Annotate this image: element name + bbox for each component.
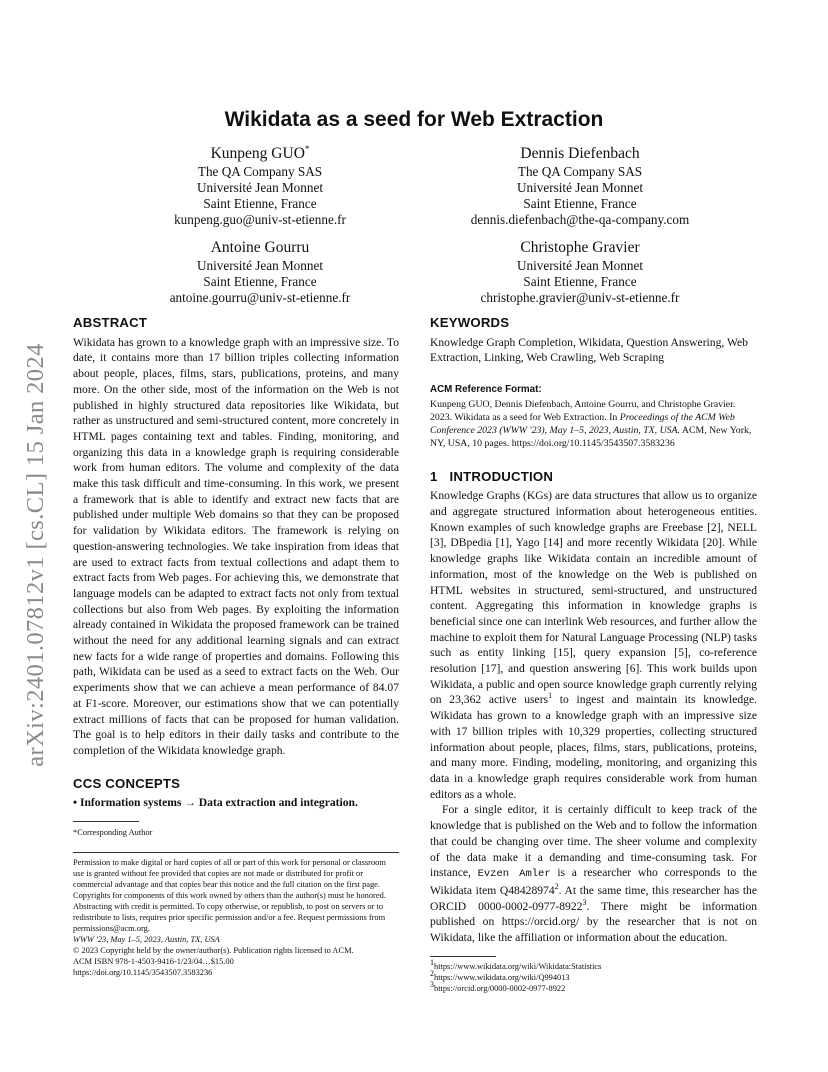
keywords-text: Knowledge Graph Completion, Wikidata, Question Answering, Web Extraction, Linking, Web Crawling, Web Scraping [430,335,748,365]
conference-venue: WWW '23, May 1–5, 2023, Austin, TX, USA [73,935,220,945]
ccs-text: • Information systems → Data extraction and integration. [73,796,358,810]
right-column [430,315,757,994]
doi-link[interactable]: https://doi.org/10.1145/3543507.3583236 [73,968,213,978]
author-affiliation: Université Jean Monnet [517,258,643,273]
author-affiliation: The QA Company SAS [197,164,323,179]
footnote-item[interactable]: $^1$https://www.wikidata.org/wiki/Wikidata:Statistics [430,957,602,971]
introduction-heading: 1 INTRODUCTION [430,468,554,484]
isbn-line: ACM ISBN 978-1-4503-9416-1/23/04…$15.00 [73,957,234,967]
author-location: Saint Etienne, France [203,196,317,211]
author-name: Antoine Gourru [210,239,310,256]
corresponding-mark: * [304,143,310,154]
author-name: Dennis Diefenbach [520,145,640,162]
footnote-rule [430,956,496,957]
author-affiliation: Université Jean Monnet [517,180,643,195]
author-email: dennis.diefenbach@the-qa-company.com [470,212,690,227]
corresponding-author-note: *Corresponding Author [73,828,153,838]
arxiv-identifier-text: arXiv:2401.07812v1 [cs.CL] 15 Jan 2024 [22,343,49,767]
author-email: kunpeng.guo@univ-st-etienne.fr [174,212,346,227]
ccs-heading: CCS CONCEPTS [73,775,181,791]
abstract-text: Wikidata has grown to a knowledge graph with an impressive size. To date, it contains more than 17 billion triples collecting information about people, places, films, stars, publications, proteins, and many more. On the other side, most of the information on the Web is not published in highly structured data repositories like Wikidata, but rather as unstructured and semi-structured content, more concretely in HTML pages containing text and tables. Finding, monitoring, and organizing this data in a knowledge graph is requiring considerable work from human editors. The volume and complexity of the data make this task difficult and time-consuming. In this work, we present a framework that is able to identify and extract new facts that are published under multiple Web domains so that they can be proposed for validation by Wikidata editors. The framework is relying on question-answering technologies. We take inspiration from ideas that are used to extract facts from textual collections and adapt them to extract facts from Web pages. For achieving this, we demonstrate that language models can be adapted to extract facts not only from textual collections but also from Web pages. By exploiting the information already contained in Wikidata the proposed framework can be trained without the need for any additional learning signals and can extract new facts for a wide range of properties and domains. Following this path, Wikidata can be used as a seed to extract facts on the Web. Our experiments show that we can achieve a mean performance of 84.07 at F1-score. Moreover, our estimations show that we can potentially extract millions of facts that can be proposed for human validation. The goal is to help editors in their daily tasks and contribute to the completion of the Wikidata knowledge graph. [73,335,399,757]
intro-paragraph-2: For a single editor, it is certainly difficult to keep track of the knowledge that is published on the Web and to follow the information that could be changing over time. The sheer volume and complexity of the data make it a demanding and time-consuming task. For instance, Evzen Amler is a researcher who corresponds to the Wikidata item Q48428974$^2$. At the same time, this researcher has the ORCID 0000-0002-0977-8922$^3$. There might be information published on https://orcid.org/ by the researcher that is not on Wikidata, like the affiliation or information about the education. [430,803,757,945]
permission-notice: Permission to make digital or hard copies of all or part of this work for personal or classroom use is granted without fee provided that copies are not made or distributed for profit or commercial advantage and that copies bear this notice and the full citation on the first page. Copyrights for components of this work owned by others than the author(s) must be honored. Abstracting with credit is permitted. To copy otherwise, or republish, to post on servers or to redistribute to lists, requires prior specific permission and/or a fee. Request permissions from permissions@acm.org. [73,858,386,934]
acm-reference-heading: ACM Reference Format: [430,384,542,396]
footnote-ref[interactable]: 3 [582,897,587,907]
author-block-diefenbach [430,144,730,228]
acm-reference-text: Kunpeng GUO, Dennis Diefenbach, Antoine Gourru, and Christophe Gravier. 2023. Wikidata as a seed for Web Extraction. In Proceedings of the ACM Web Conference 2023 (WWW '23), May 1–5, 2023, Austin, TX, USA. ACM, New York, NY, USA, 10 pages. https://doi.org/10.1145/3543507.3583236 [430,398,752,450]
keywords-heading: KEYWORDS [430,315,510,330]
researcher-name: Evzen Amler [477,868,551,881]
author-location: Saint Etienne, France [203,274,317,289]
footnote-item[interactable]: $^3$https://orcid.org/0000-0002-0977-8922 [430,979,566,993]
footnote-ref[interactable]: 2 [554,882,559,892]
paper-title: Wikidata as a seed for Web Extraction [224,108,604,131]
author-location: Saint Etienne, France [523,274,637,289]
author-name: Kunpeng GUO* [210,143,310,162]
author-affiliation: Université Jean Monnet [197,258,323,273]
footnote-rule [73,821,139,822]
copyright-line: © 2023 Copyright held by the owner/author(s). Publication rights licensed to ACM. [73,946,354,956]
abstract-heading: ABSTRACT [73,315,148,330]
author-email: christophe.gravier@univ-st-etienne.fr [480,290,680,305]
intro-paragraph-1: Knowledge Graphs (KGs) are data structures that allow us to organize and aggregate structured information about heterogeneous entities. Known examples of such knowledge graphs are Freebase [2], NELL [3], DBpedia [1], Yago [14] and more recently Wikidata [20]. While knowledge graphs like Wikidata contain an incredible amount of information, most of the knowledge on the Web is published on HTML websites in structured, semi-structured, and unstructured content. Aggregating this information in knowledge graphs is beneficial since one can interlink Web resources, and further allow the machine to exploit them for Natural Language Processing (NLP) tasks such as entity linking [15], query expansion [5], co-reference resolution [17], and question answering [6]. This work builds upon Wikidata, a public and open source knowledge graph currently relying on 23,362 active users$^1$ to ingest and maintain its knowledge. Wikidata has grown to a knowledge graph with an impressive size with 17 billion triples with 10,329 properties, collecting structured information about people, places, films, stars, publications, proteins, and many more. Finding, modeling, monitoring, and organizing this data in a knowledge graph requires considerable work from human editors as a whole. [430,489,757,801]
footnotes [430,957,757,994]
permission-rule [73,852,399,853]
author-affiliation: The QA Company SAS [517,164,643,179]
author-block-gravier [430,238,730,306]
author-block-gourru [110,238,410,306]
author-name: Christophe Gravier [520,239,640,256]
author-email: antoine.gourru@univ-st-etienne.fr [169,290,351,305]
author-location: Saint Etienne, France [523,196,637,211]
acm-reference-block [430,382,757,451]
arxiv-identifier-stamp [10,295,62,815]
left-column [73,315,399,978]
footnote-ref[interactable]: 1 [548,691,553,701]
footnote-item[interactable]: $^2$https://www.wikidata.org/wiki/Q994013 [430,968,570,982]
author-block-guo [110,144,410,228]
author-affiliation: Université Jean Monnet [197,180,323,195]
